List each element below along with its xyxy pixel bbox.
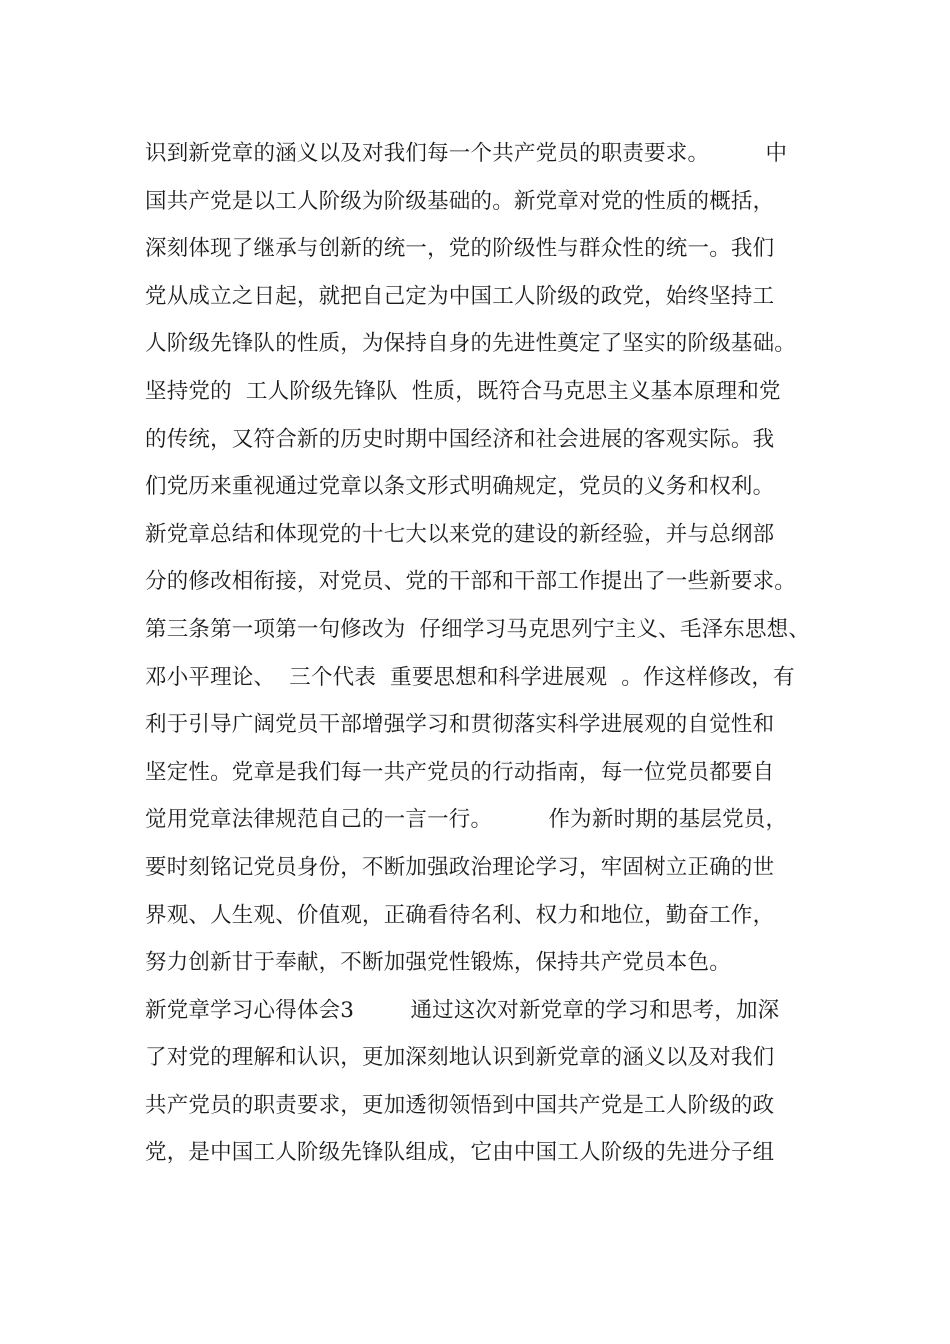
text-line: 们党历来重视通过党章以条文形式明确规定，党员的义务和权利。 xyxy=(145,474,775,500)
text-line: 分的修改相衔接，对党员、党的干部和干部工作提出了一些新要求。 xyxy=(145,569,797,595)
text-line: 邓小平理论、 三个代表 重要思想和科学进展观 。作这样修改，有 xyxy=(145,664,795,690)
text-line: 第三条第一项第一句修改为 仔细学习马克思列宁主义、毛泽东思想、 xyxy=(145,616,811,642)
text-line: 共产党员的职责要求，更加透彻领悟到中国共产党是工人阶级的政 xyxy=(145,1092,775,1118)
text-line: 深刻体现了继承与创新的统一，党的阶级性与群众性的统一。我们 xyxy=(145,236,775,262)
text-line: 坚持党的 工人阶级先锋队 性质，既符合马克思主义基本原理和党 xyxy=(145,378,781,404)
text-line: 党，是中国工人阶级先锋队组成，它由中国工人阶级的先进分子组 xyxy=(145,1140,775,1166)
text-line: 党从成立之日起，就把自己定为中国工人阶级的政党，始终坚持工 xyxy=(145,283,775,309)
text-line: 要时刻铭记党员身份，不断加强政治理论学习，牢固树立正确的世 xyxy=(145,854,775,880)
text-line: 觉用党章法律规范自己的一言一行。 作为新时期的基层党员， xyxy=(145,807,788,833)
text-line: 坚定性。党章是我们每一共产党员的行动指南，每一位党员都要自 xyxy=(145,759,775,785)
text-line: 利于引导广阔党员干部增强学习和贯彻落实科学进展观的自觉性和 xyxy=(145,712,775,738)
text-line: 界观、人生观、价值观，正确看待名利、权力和地位，勤奋工作， xyxy=(145,902,775,928)
text-line: 努力创新甘于奉献，不断加强党性锻炼，保持共产党员本色。 xyxy=(145,950,731,976)
body-text xyxy=(145,130,825,1177)
text-line: 的传统，又符合新的历史时期中国经济和社会进展的客观实际。我 xyxy=(145,426,775,452)
text-line: 识到新党章的涵义以及对我们每一个共产党员的职责要求。 中 xyxy=(145,141,788,166)
text-line: 新党章学习心得体会3 通过这次对新党章的学习和思考，加深 xyxy=(145,997,780,1023)
text-line: 人阶级先锋队的性质，为保持自身的先进性奠定了坚实的阶级基础。 xyxy=(145,331,797,357)
text-line: 了对党的理解和认识，更加深刻地认识到新党章的涵义以及对我们 xyxy=(145,1045,775,1071)
text-line: 新党章总结和体现党的十七大以来党的建设的新经验，并与总纲部 xyxy=(145,521,775,547)
text-line: 国共产党是以工人阶级为阶级基础的。新党章对党的性质的概括， xyxy=(145,188,775,214)
